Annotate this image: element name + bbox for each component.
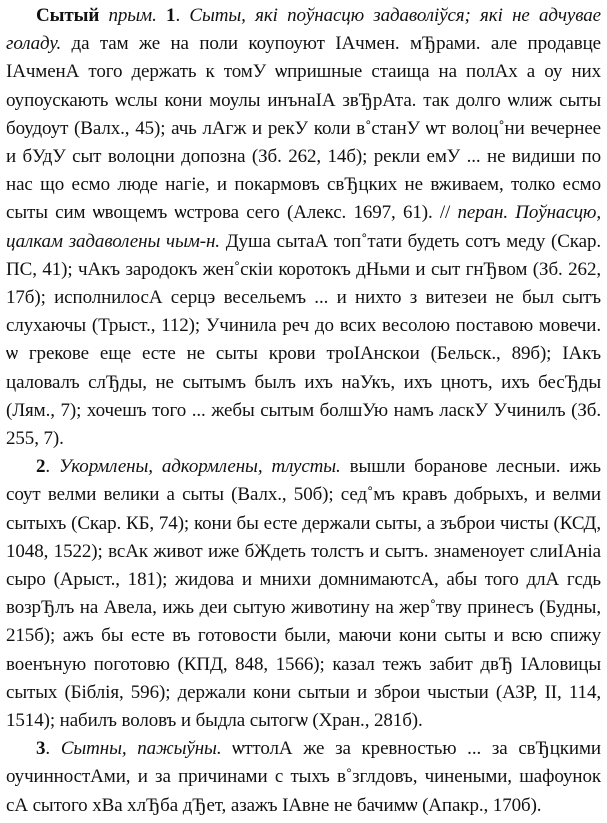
sense-2-paragraph: 2. Укормлены, адкормлены, тлусты. вышли боранове лесныи. ижь соут велми велики а сыты (Валх., 50б); сед˚мъ кравъ добрыхъ, и велми сытыхъ (Скар. КБ, 74); кони бы есте держали сыты, а зъброи чисты (КСД, 1048, 1522); всАк живот иже бЖдеть толстъ и сытъ. знаменоует слиІАніа сыро (Арыст., 181); жидова и мнихи домнимаютсА, абы того длА гсдь возрЂлъ на Авела, ижь деи сытую животину на жер˚тву принесъ (Будны, 215б); ажъ бы есте въ готовости были, маючи кони сыты и всю спижу военъную поготовю (КПД, 848, 1566); казал тежъ забит двЂ ІАловицы сытых (Біблія, 596); держали кони сытыи и зброи чыстыи (АЗР, II, 114, 1514); набилъ воловъ и быдла сытогѡ (Хран., 281б). [6,456,601,732]
sense-3-number: 3 [36,738,46,760]
part-of-speech: прым. [108,5,157,26]
sense-2-number: 2 [36,456,46,478]
sense-1-subdefinition: перан. Поўнасцю, цалкам задаволены чым-н. [6,202,602,252]
headword: Сытый [36,5,100,26]
sense-2-definition: Укормлены, адкормлены, тлусты. [59,456,341,478]
sense-1-number: 1 [166,5,176,26]
sense-1-paragraph: Сытый прым. 1. Сыты, які поўнасцю задаволіўся; які не адчувае голаду. да там же на поли коупоуют ІАчмен. мЂрами. але продавце ІАчменА того держать к томУ ѡпришные стаища на полАх а оу них оупоускають ѡслы кони моулы инънаІА звЂрАта. так долго ѡлиж сыты боудоут (Валх., 45); ачь лАгж и рекУ коли в˚станУ ѡт волоц˚ни вечернее и бУдУ сыт волоцни допозна (Зб. 262, 14б); рекли емУ ... не видиши по нас що есмо люде нагіе, и покармовъ свЂцких не вживаем, толко есмо сыты сим ѡвощемъ ѡстрова сего (Алекс. 1697, 61). // перан. Поўнасцю, цалкам задаволены чым-н. Душа сытаА топ˚тати будеть сотъ меду (Скар. ПС, 41); чАкъ зародокъ жен˚скіи коротокъ дНьми и сыт гнЂвом (Зб. 262, 17б); исполнилосА серцэ весельемъ ... и нихто з витезеи не был сытъ слухаючы (Трыст., 112); Учинила реч до всих весолою поставою мовечи. ѡ грекове еще есте не сыты крови троІАнскои (Бельск., 89б); ІАкъ цаловалъ слЂды, не сытымъ былъ ихъ наУкъ, ихъ цнотъ, ихъ бесЂды (Лям., 7); хочешъ того ... жебы сытым болшУю намъ ласкУ Учинилъ (Зб. 255, 7). [6,5,602,450]
sense-1-citations: да там же на поли коупоуют ІАчмен. мЂрами. але продавце ІАчменА того держать к томУ ѡпришные стаища на полАх а оу них оупоускають ѡслы кони моулы инънаІА звЂрАта. так долго ѡлиж сыты боудоут (Валх., 45); ачь лАгж и рекУ коли в˚станУ ѡт волоц˚ни вечернее и бУдУ сыт волоцни допозна (Зб. 262, 14б); рекли емУ ... не видиши по нас що есмо люде нагіе, и покармовъ свЂцких не вживаем, толко есмо сыты сим ѡвощемъ ѡстрова сего (Алекс. 1697, 61). // [6,33,601,224]
sense-3-paragraph: 3. Сытны, пажыўны. ѡттолА же за кревностью ... за свЂцкими оучинностАми, и за причинами с тыхъ в˚згл​довъ, чинеными, шафоунок сА сытого хВа хлЂба дЂет, азажъ ІАвне не бачимѡ (Апакр., 170б). [6,738,601,816]
sense-2-citations: вышли боранове лесныи. ижь соут велми велики а сыты (Валх., 50б); сед˚мъ кравъ добрыхъ, и велми сытыхъ (Скар. КБ, 74); кони бы есте держали сыты, а зъброи чисты (КСД, 1048, 1522); всАк живот иже бЖдеть толстъ и сытъ. знаменоует слиІАніа сыро (Арыст., 181); жидова и мнихи домнимаютсА, абы того длА гсдь возрЂлъ на Авела, ижь деи сытую животину на жер˚тву принесъ (Будны, 215б); ажъ бы есте въ готовости были, маючи кони сыты и всю спижу военъную поготовю (КПД, 848, 1566); казал тежъ забит двЂ ІАловицы сытых (Біблія, 596); держали кони сытыи и зброи чыстыи (АЗР, II, 114, 1514); набилъ воловъ и быдла сытогѡ (Хран., 281б). [6,456,601,732]
sense-3-definition: Сытны, пажыўны. [60,738,222,760]
sense-1-sub-citations: Душа сытаА топ˚тати будеть сотъ меду (Скар. ПС, 41); чАкъ зародокъ жен˚скіи коротокъ дНьми и сыт гнЂвом (Зб. 262, 17б); исполнилосА серцэ весельемъ ... и нихто з витезеи не был сытъ слухаючы (Трыст., 112); Учинила реч до всих весолою поставою мовечи. ѡ грекове еще есте не сыты крови троІАнскои (Бельск., 89б); ІАкъ цаловалъ слЂды, не сытымъ былъ ихъ наУкъ, ихъ цнотъ, ихъ бесЂды (Лям., 7); хочешъ того ... жебы сытым болшУю намъ ласкУ Учинилъ (Зб. 255, 7). [6,230,602,450]
sense-3-citations: ѡттолА же за кревностью ... за свЂцкими оучинностАми, и за причинами с тыхъ в˚згл​довъ, чинеными, шафоунок сА сытого хВа хлЂба дЂет, азажъ ІАвне не бачимѡ (Апакр., 170б). [6,738,601,816]
sense-1-definition: Сыты, які поўнасцю задаволіўся; які не адчувае голаду. [6,5,601,55]
